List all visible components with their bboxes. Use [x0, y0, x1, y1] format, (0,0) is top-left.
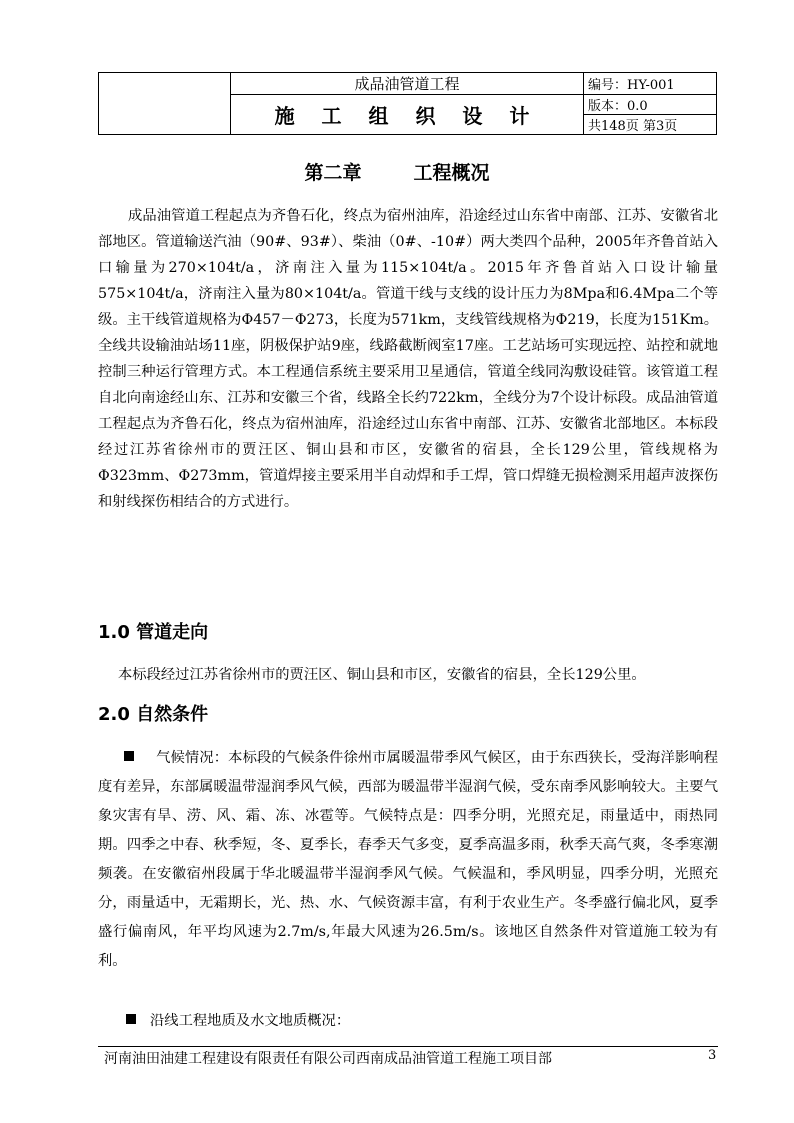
square-bullet-icon	[126, 1014, 136, 1024]
document-title: 施 工 组 织 设 计	[231, 95, 584, 135]
chapter-heading	[0, 158, 794, 185]
section-heading-route: 1.0 管道走向	[98, 622, 209, 643]
climate-text: 气候情况：本标段的气候条件徐州市属暖温带季风气候区，由于东西狭长，受海洋影响程度有差异，东部属暖温带湿润季风气候，西部为暖温带半湿润气候，受东南季风影响较大。主要气象灾害有旱、涝、风、霜、冻、冰雹等。气候特点是：四季分明，光照充足，雨量适中，雨热同期。四季之中春、秋季短，冬、夏季长，春季天气多变，夏季高温多雨，秋季天高气爽，冬季寒潮频袭。在安徽宿州段属于华北暖温带半湿润季风气候。气候温和，季风明显，四季分明，光照充分，雨量适中，无霜期长，光、热、水、气候资源丰富，有利于农业生产。冬季盛行偏北风，夏季盛行偏南风，年平均风速为2.7m/s,年最大风速为26.5m/s。该地区自然条件对管道施工较为有利。	[98, 750, 718, 969]
overview-paragraph: 成品油管道工程起点为齐鲁石化，终点为宿州油库，沿途经过山东省中南部、江苏、安徽省北部地区。管道输送汽油（90#、93#）、柴油（0#、-10#）两大类四个品种，2005年齐鲁首站入口输量为270×104t/a，济南注入量为115×104t/a。2015年齐鲁首站入口设计输量575×104t/a，济南注入量为80×104t/a。管道干线与支线的设计压力为8Mpa和6.4Mpa二个等级。主干线管道规格为Φ457－Φ273，长度为571km，支线管线规格为Φ219，长度为151Km。全线共设输油站场11座，阴极保护站9座，线路截断阀室17座。工艺站场可实现远控、站控和就地控制三种运行管理方式。本工程通信系统主要采用卫星通信，管道全线同沟敷设硅管。该管道工程自北向南途经山东、江苏和安徽三个省，线路全长约722km，全线分为7个设计标段。成品油管道工程起点为齐鲁石化，终点为宿州油库，沿途经过山东省中南部、江苏、安徽省北部地区。本标段经过江苏省徐州市的贾汪区、铜山县和市区，安徽省的宿县，全长129公里，管线规格为Φ323mm、Φ273mm，管道焊接主要采用半自动焊和手工焊，管口焊缝无损检测采用超声波探伤和射线探伤相结合的方式进行。	[98, 208, 718, 510]
route-paragraph: 本标段经过江苏省徐州市的贾汪区、铜山县和市区，安徽省的宿县，全长129公里。	[118, 667, 646, 683]
section-heading-natural-conditions: 2.0 自然条件	[98, 704, 209, 725]
logo-cell	[99, 73, 231, 135]
document-code: 编号：HY-001	[584, 73, 717, 95]
footer-divider	[98, 1046, 718, 1047]
project-name: 成品油管道工程	[231, 73, 584, 95]
page-count: 共148页 第3页	[584, 115, 717, 135]
geology-text: 沿线工程地质及水文地质概况：	[150, 1013, 351, 1029]
document-version: 版本：0.0	[584, 95, 717, 115]
chapter-number: 第二章	[304, 162, 362, 184]
geology-paragraph	[98, 1008, 718, 1034]
document-header-table	[98, 72, 717, 135]
footer-company: 河南油田油建工程建设有限责任有限公司西南成品油管道工程施工项目部	[104, 1051, 552, 1067]
square-bullet-icon	[124, 751, 134, 761]
climate-paragraph	[98, 744, 718, 976]
chapter-title: 工程概况	[413, 162, 490, 184]
footer-page-number: 3	[708, 1048, 717, 1063]
